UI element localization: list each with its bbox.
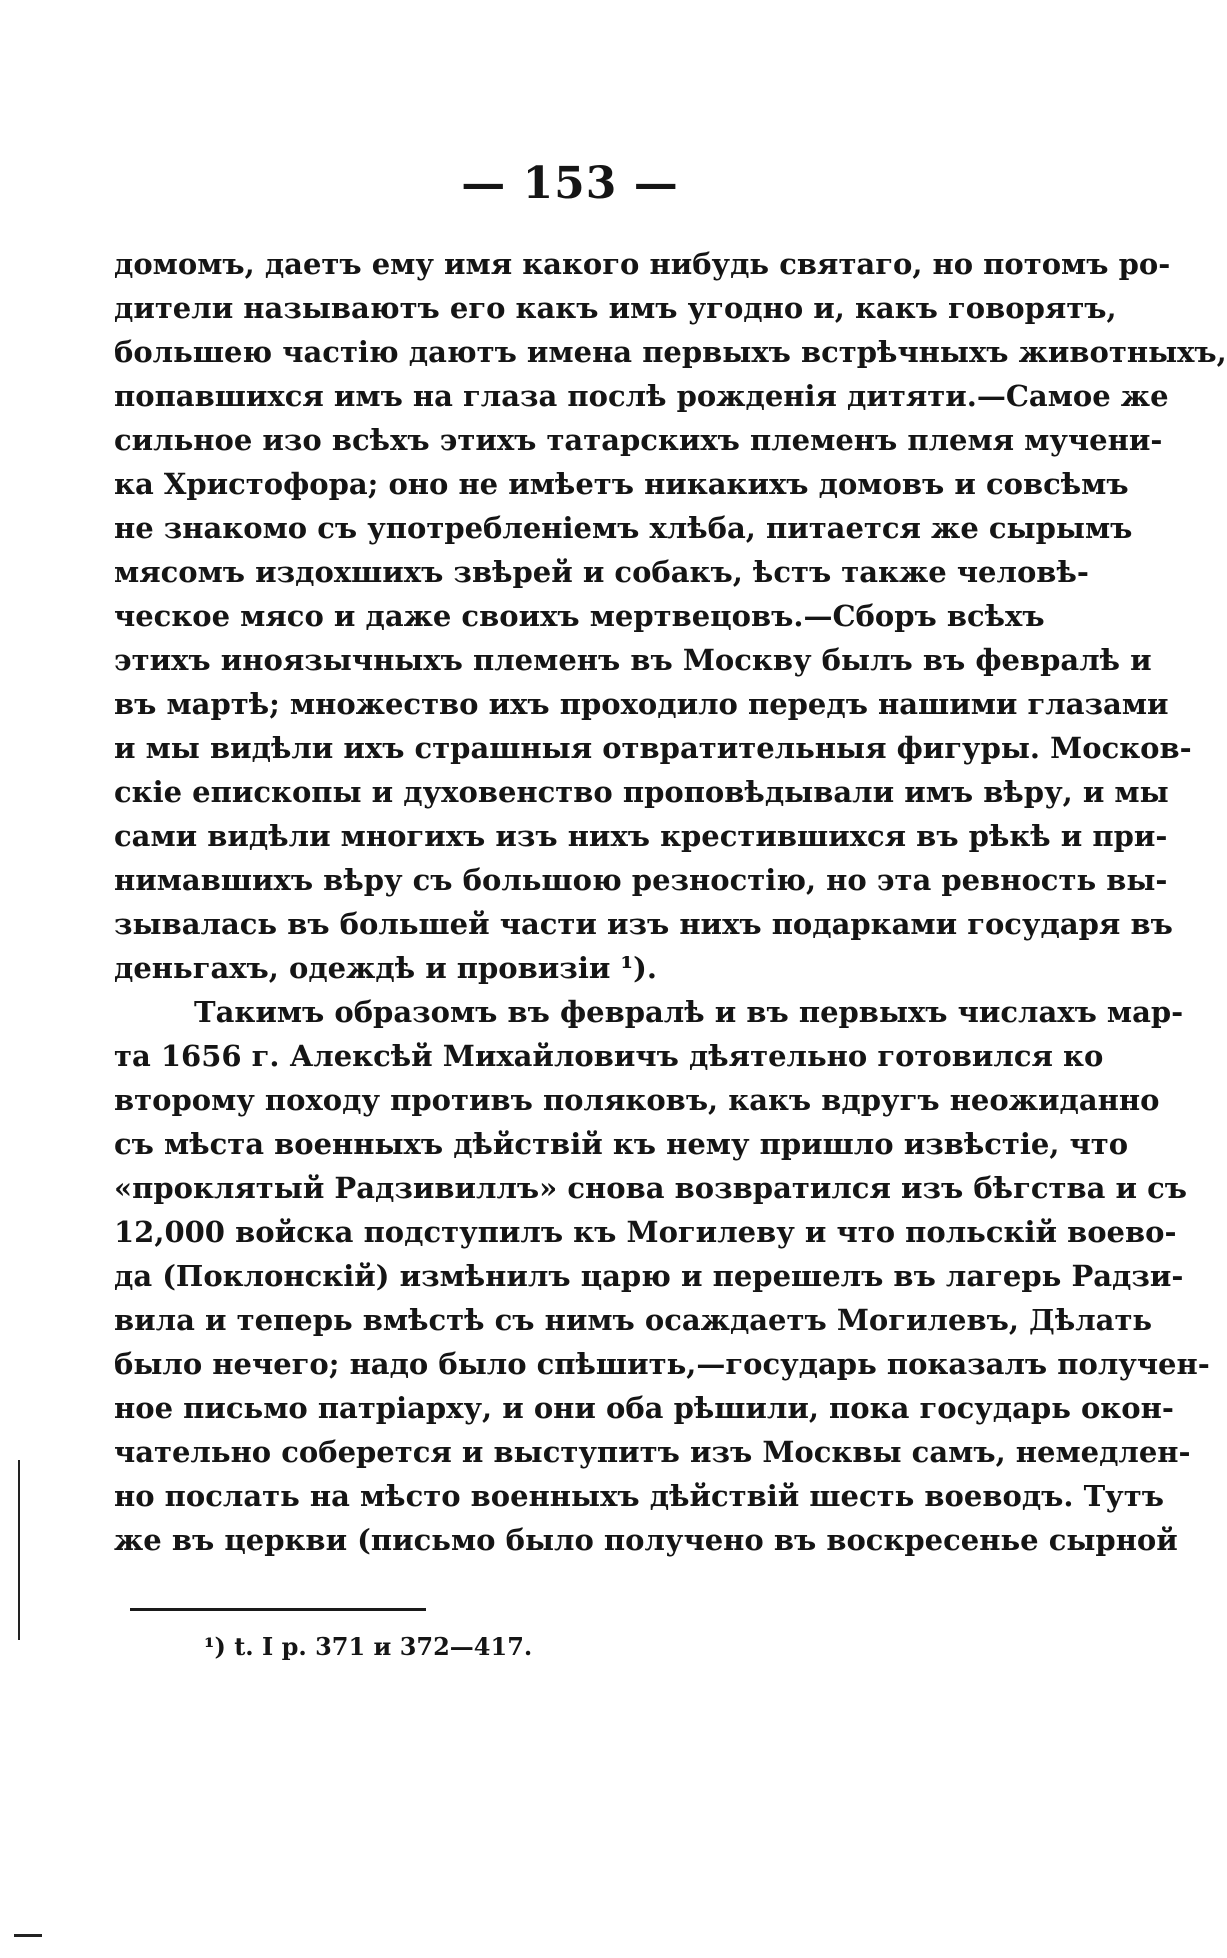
text-line: не знакомо съ употребленіемъ хлѣба, питается же сырымъ (114, 511, 1133, 545)
margin-mark (18, 1460, 20, 1640)
text-line: та 1656 г. Алексѣй Михайловичъ дѣятельно готовился ко (114, 1039, 1104, 1073)
text-line: сами видѣли многихъ изъ нихъ крестившихся въ рѣкѣ и при- (114, 819, 1168, 853)
paragraph-start-line: Такимъ образомъ въ февралѣ и въ первыхъ числахъ мар- (194, 995, 1184, 1029)
text-line: вила и теперь вмѣстѣ съ нимъ осаждаетъ Могилевъ, Дѣлать (114, 1303, 1153, 1337)
footnote-rule (130, 1608, 426, 1611)
text-line: сильное изо всѣхъ этихъ татарскихъ племенъ племя мучени- (114, 423, 1163, 457)
text-line: ка Христофора; оно не имѣетъ никакихъ домовъ и совсѣмъ (114, 467, 1129, 501)
text-line: чательно соберется и выступитъ изъ Москвы самъ, немедлен- (114, 1435, 1191, 1469)
text-line: скіе епископы и духовенство проповѣдывали имъ вѣру, и мы (114, 775, 1169, 809)
text-line: и мы видѣли ихъ страшныя отвратительныя фигуры. Москов- (114, 731, 1192, 765)
paragraph-end-line: деньгахъ, одеждѣ и провизіи ¹). (114, 951, 657, 985)
text-line: мясомъ издохшихъ звѣрей и собакъ, ѣстъ также человѣ- (114, 555, 1089, 589)
text-line: нимавшихъ вѣру съ большою резностію, но эта ревность вы- (114, 863, 1168, 897)
text-line: большею частію даютъ имена первыхъ встрѣчныхъ животныхъ, (114, 335, 1227, 369)
text-line: же въ церкви (письмо было получено въ воскресенье сырной (114, 1523, 1178, 1557)
text-line: ное письмо патріарху, и они оба рѣшили, пока государь окон- (114, 1391, 1174, 1425)
margin-dash (14, 1934, 42, 1937)
text-line: съ мѣста военныхъ дѣйствій къ нему пришло извѣстіе, что (114, 1127, 1129, 1161)
text-line: было нечего; надо было спѣшить,—государь показалъ получен- (114, 1347, 1210, 1381)
text-line: ческое мясо и даже своихъ мертвецовъ.—Сборъ всѣхъ (114, 599, 1045, 633)
text-line: да (Поклонскій) измѣнилъ царю и перешелъ въ лагерь Радзи- (114, 1259, 1184, 1293)
text-line: домомъ, даетъ ему имя какого нибудь святаго, но потомъ ро- (114, 247, 1171, 281)
text-line: 12,000 войска подступилъ къ Могилеву и что польскій воево- (114, 1215, 1177, 1249)
text-line: попавшихся имъ на глаза послѣ рожденія дитяти.—Самое же (114, 379, 1169, 413)
text-line: но послать на мѣсто военныхъ дѣйствій шесть воеводъ. Тутъ (114, 1479, 1164, 1513)
footnote: ¹) t. I p. 371 и 372—417. (204, 1632, 533, 1661)
text-line: этихъ иноязычныхъ племенъ въ Москву былъ въ февралѣ и (114, 643, 1152, 677)
text-line: «проклятый Радзивиллъ» снова возвратился изъ бѣгства и съ (114, 1171, 1188, 1205)
page-number: — 153 — (461, 158, 679, 209)
text-line: въ мартѣ; множество ихъ проходило передъ нашими глазами (114, 687, 1169, 721)
text-line: дители называютъ его какъ имъ угодно и, какъ говорятъ, (114, 291, 1117, 325)
text-line: зывалась въ большей части изъ нихъ подарками государя въ (114, 907, 1173, 941)
body-text (114, 242, 1227, 1562)
text-line: второму походу противъ поляковъ, какъ вдругъ неожиданно (114, 1083, 1160, 1117)
